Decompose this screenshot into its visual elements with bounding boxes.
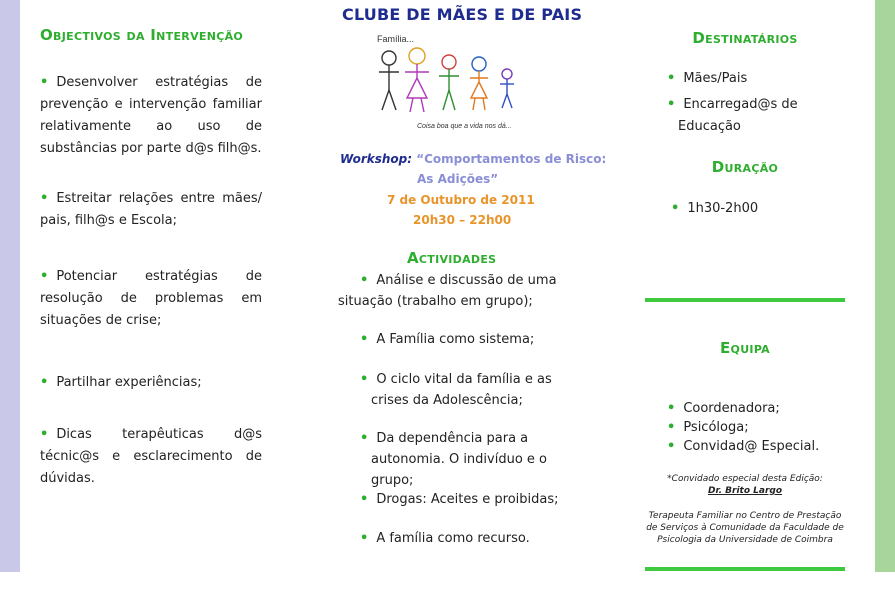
activity-item bbox=[360, 528, 608, 549]
activity-item bbox=[338, 270, 586, 312]
team-item bbox=[667, 436, 845, 458]
bullet-icon: • bbox=[40, 191, 49, 206]
objective-item bbox=[40, 372, 262, 394]
workshop-line bbox=[340, 152, 606, 166]
activity-item bbox=[360, 329, 608, 350]
activity-text: Análise e discussão de uma situação (trabalho em grupo); bbox=[338, 273, 557, 309]
activities-heading: Actividades bbox=[407, 249, 497, 267]
stick-figure-child bbox=[500, 69, 514, 108]
objective-item bbox=[40, 72, 262, 160]
bullet-icon: • bbox=[40, 427, 49, 442]
bullet-icon: • bbox=[360, 372, 369, 387]
bullet-icon: • bbox=[667, 439, 676, 454]
page-bottom-margin bbox=[0, 572, 895, 606]
objective-text: Partilhar experiências; bbox=[56, 375, 202, 390]
stick-figure-child bbox=[439, 55, 459, 110]
stick-figure-mother bbox=[405, 48, 429, 112]
recipient-text: Mães/Pais bbox=[683, 71, 748, 86]
workshop-label: Workshop: bbox=[340, 152, 413, 166]
workshop-time: 20h30 – 22h00 bbox=[413, 213, 512, 227]
activity-item bbox=[360, 369, 589, 411]
team-text: Convidad@ Especial. bbox=[683, 439, 820, 454]
objective-text: Potenciar estratégias de resolução de problemas em situações de crise; bbox=[40, 269, 262, 328]
workshop-title-line1: “Comportamentos de Risco: bbox=[416, 152, 607, 166]
bullet-icon: • bbox=[40, 75, 49, 90]
left-decorative-border bbox=[0, 0, 20, 572]
activity-text: A família como recurso. bbox=[376, 531, 530, 546]
bullet-icon: • bbox=[360, 332, 369, 347]
workshop-title-line2: As Adições” bbox=[417, 172, 499, 186]
activity-text: Drogas: Aceites e proibidas; bbox=[376, 492, 559, 507]
drawing-caption-bottom: Coisa boa que a vida nos dá... bbox=[417, 123, 512, 130]
bullet-icon: • bbox=[667, 420, 676, 435]
duration-heading: Duração bbox=[711, 158, 779, 176]
objective-item bbox=[40, 424, 262, 490]
bullet-icon: • bbox=[40, 375, 49, 390]
guest-description: Terapeuta Familiar no Centro de Prestação de Serviços à Comunidade da Faculdade de Psicologia da Universidade de Coimbra bbox=[646, 511, 844, 545]
bullet-icon: • bbox=[360, 431, 369, 446]
team-heading: Equipa bbox=[720, 339, 770, 357]
bullet-icon: • bbox=[360, 273, 369, 288]
activity-text: Da dependência para a autonomia. O indivíduo e o grupo; bbox=[371, 431, 548, 488]
activity-item bbox=[360, 428, 593, 491]
bullet-icon: • bbox=[360, 492, 369, 507]
duration-item bbox=[671, 198, 849, 220]
bullet-icon: • bbox=[360, 531, 369, 546]
stick-figure-child bbox=[470, 57, 488, 110]
drawing-caption-top: Família... bbox=[377, 34, 415, 44]
bullet-icon: • bbox=[667, 401, 676, 416]
team-text: Psicóloga; bbox=[683, 420, 749, 435]
stick-figure-father bbox=[379, 51, 399, 110]
activity-text: A Família como sistema; bbox=[376, 332, 535, 347]
team-text: Coordenadora; bbox=[683, 401, 780, 416]
recipient-text: Encarregad@s de Educação bbox=[678, 97, 798, 134]
activity-item bbox=[360, 489, 608, 510]
recipient-item bbox=[667, 94, 848, 138]
objective-text: Desenvolver estratégias de prevenção e intervenção familiar relativamente ao uso de substâncias por parte d@s filh@s. bbox=[40, 75, 262, 156]
right-decorative-border bbox=[875, 0, 895, 572]
family-drawing-illustration bbox=[375, 30, 555, 135]
objective-text: Estreitar relações entre mães/ pais, filh@s e Escola; bbox=[40, 191, 262, 228]
objective-text: Dicas terapêuticas d@s técnic@s e esclarecimento de dúvidas. bbox=[40, 427, 262, 486]
activity-text: O ciclo vital da família e as crises da Adolescência; bbox=[371, 372, 552, 408]
workshop-date: 7 de Outubro de 2011 bbox=[387, 193, 535, 207]
objectives-heading: Objectivos da Intervenção bbox=[40, 26, 244, 44]
section-divider bbox=[645, 298, 845, 302]
bullet-icon: • bbox=[667, 71, 676, 86]
objective-item bbox=[40, 266, 262, 332]
club-title: CLUBE DE MÃES E DE PAIS bbox=[342, 5, 583, 24]
guest-name: Dr. Brito Largo bbox=[707, 486, 783, 496]
guest-note: *Convidado especial desta Edição: bbox=[667, 474, 823, 484]
bullet-icon: • bbox=[667, 97, 676, 112]
bullet-icon: • bbox=[671, 201, 680, 216]
duration-text: 1h30-2h00 bbox=[687, 201, 759, 216]
section-divider bbox=[645, 567, 845, 571]
bullet-icon: • bbox=[40, 269, 49, 284]
objective-item bbox=[40, 188, 262, 232]
recipients-heading: Destinatários bbox=[692, 29, 798, 47]
recipient-item bbox=[667, 68, 845, 90]
